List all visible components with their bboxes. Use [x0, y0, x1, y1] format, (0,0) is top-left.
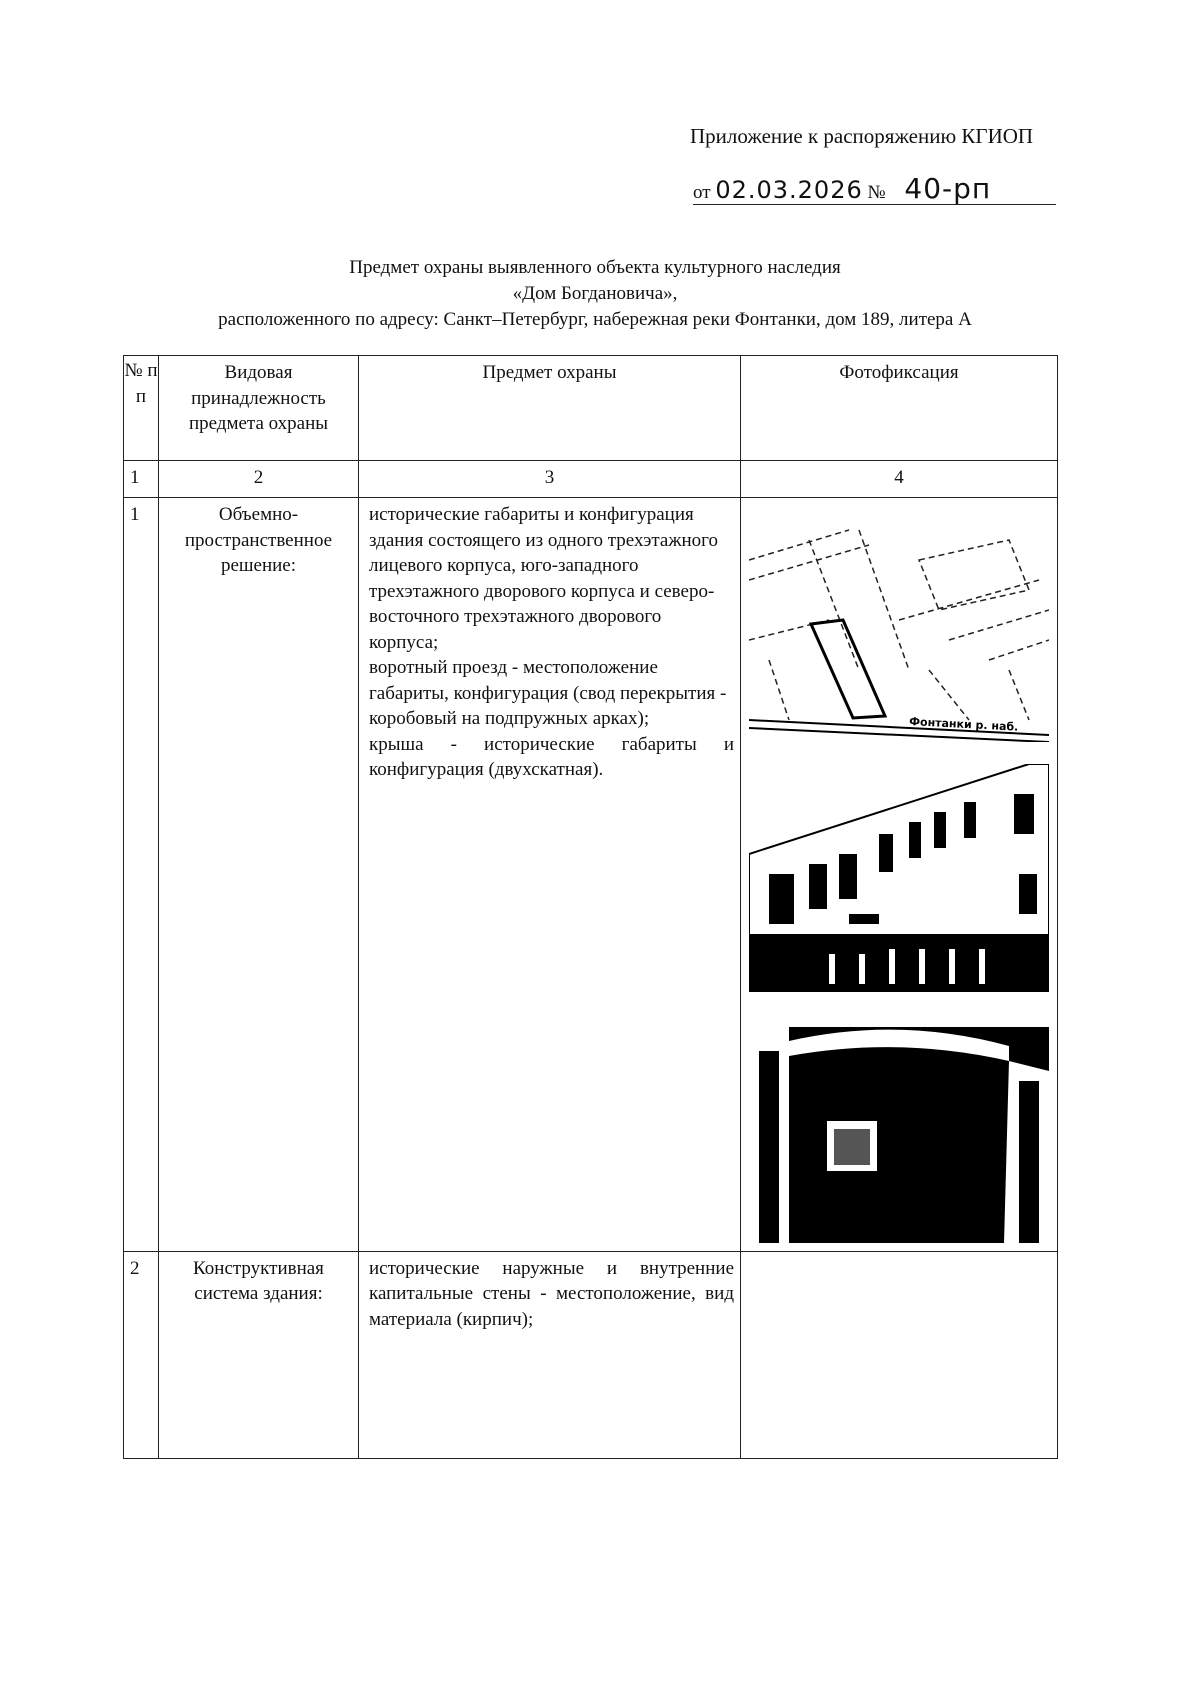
header-num: № п п: [124, 356, 159, 461]
title-line: «Дом Богдановича»,: [512, 283, 678, 304]
row-subject: исторические наружные и внутренние капитальные стены - местоположение, вид материала (кирпич);: [359, 1251, 741, 1458]
number-label: №: [867, 182, 886, 203]
from-label: от: [693, 182, 711, 203]
protection-table: [123, 355, 1058, 1459]
document-title: [0, 255, 1190, 333]
col-number: 3: [359, 461, 741, 498]
map-label: Фонтанки р. наб.: [908, 715, 1019, 734]
subject-item: габариты, конфигурация (свод перекрытия - коробовый на подпружных арках);: [369, 682, 727, 729]
col-number: 4: [741, 461, 1058, 498]
row-type: Конструктивная система здания:: [159, 1251, 359, 1458]
row-number: 1: [124, 498, 159, 1252]
row-type: Объемно-пространственное решение:: [159, 498, 359, 1252]
appendix-label: Приложение к распоряжению КГИОП: [690, 124, 1034, 148]
table-header-row: [124, 356, 1058, 461]
table-row: [124, 498, 1058, 1252]
order-date: 02.03.2026: [715, 176, 863, 204]
header-subject: Предмет охраны: [359, 356, 741, 461]
title-line: Предмет охраны выявленного объекта культурного наследия: [349, 257, 841, 278]
subject-item: крыша - исторические габариты и конфигурация (двухскатная).: [369, 733, 734, 780]
facade-photo: [749, 764, 1049, 992]
row-photos: [741, 498, 1058, 1252]
site-map-image: [749, 520, 1049, 742]
col-number: 2: [159, 461, 359, 498]
order-line: [693, 172, 1056, 205]
header-photo: Фотофиксация: [741, 356, 1058, 461]
subject-item: воротный проезд - местоположение: [369, 657, 658, 678]
header-type: Видовая принадлежность предмета охраны: [159, 356, 359, 461]
row-number: 2: [124, 1251, 159, 1458]
table-row: [124, 1251, 1058, 1458]
column-number-row: [124, 461, 1058, 498]
row-photos: [741, 1251, 1058, 1458]
title-line: расположенного по адресу: Санкт–Петербург, набережная реки Фонтанки, дом 189, литера А: [218, 309, 972, 330]
order-number: 40-рп: [904, 172, 992, 205]
subject-item: исторические габариты и конфигурация здания состоящего из одного трехэтажного лицевого корпуса, юго-западного трехэтажного дворового корпуса и северо-восточного трехэтажного дворового корпуса;: [369, 504, 718, 653]
archway-photo: [749, 1021, 1049, 1243]
col-number: 1: [124, 461, 159, 498]
row-subject: [359, 498, 741, 1252]
